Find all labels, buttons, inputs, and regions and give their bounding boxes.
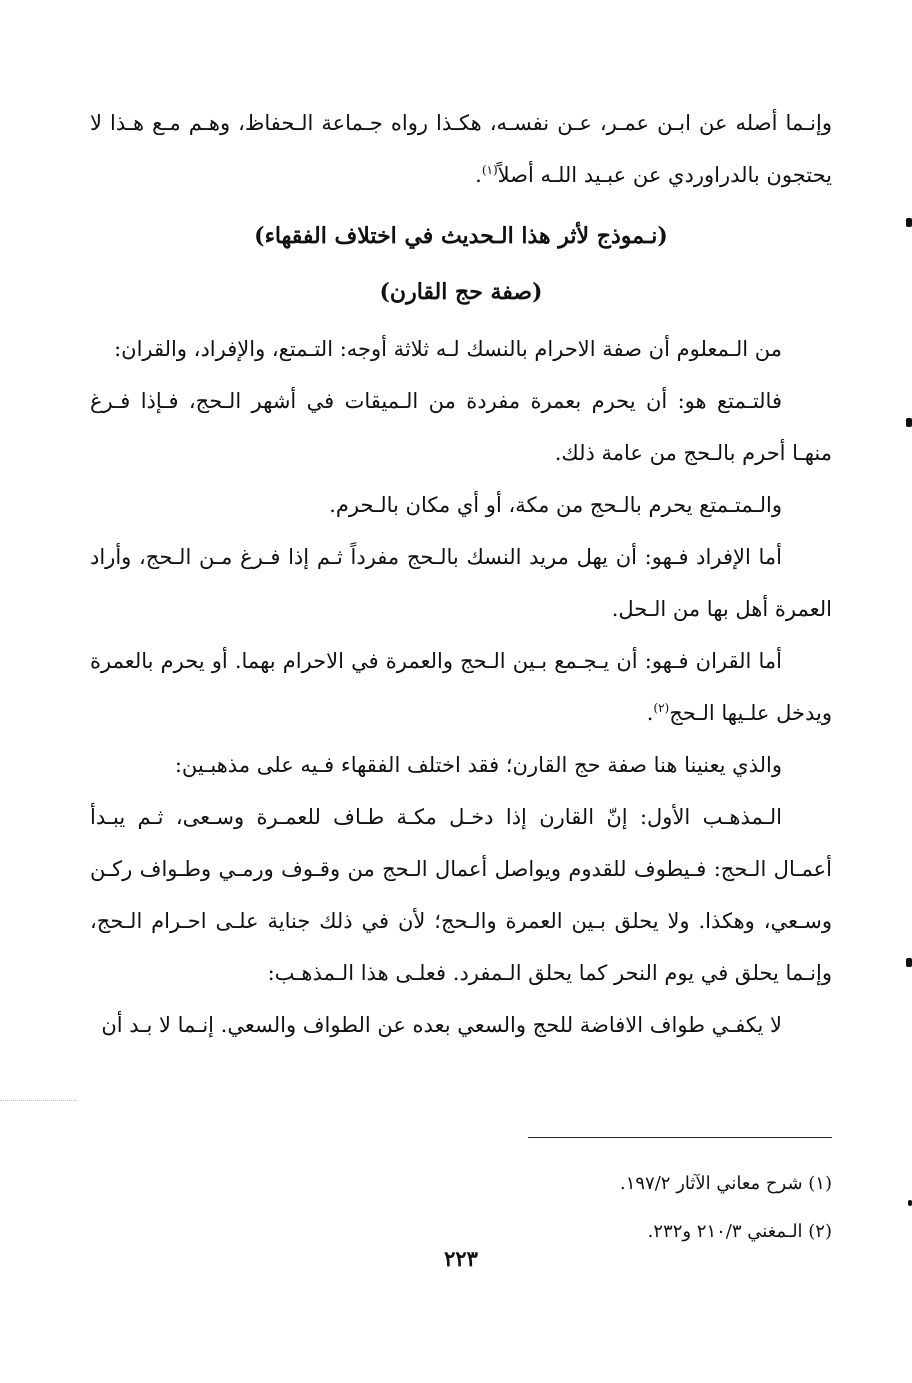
intro-line-1: وإنـما أصله عن ابـن عمـر، عـن نفسـه، هكـذا رواه جـماعة الـحفاظ، وهـم مـع هـذا لا	[90, 111, 832, 135]
paragraph-3: والـمتـمتع يحرم بالـحج من مكة، أو أي مكان بالـحرم.	[329, 493, 782, 517]
scan-edge-mark-1	[906, 218, 912, 227]
footnote-ref-2: (٢)	[653, 701, 670, 715]
paragraph-4: أما الإفراد فـهو: أن يهل مريد النسك بالـحج مفرداً ثـم إذا فـرغ مـن الـحج، وأراد العمرة أهل بها من الـحل.	[90, 545, 832, 621]
paragraph-2: فالتـمتع هو: أن يحرم بعمرة مفردة من الـميقات في أشهر الـحج، فـإذا فـرغ منهـا أحرم بالـحج من عامة ذلك.	[90, 389, 832, 465]
scan-edge-mark-4	[908, 1200, 912, 1206]
intro-line-2: يحتجون بالدراوردي عن عبـيد اللـه أصلاً	[497, 163, 832, 187]
section-heading-model: (نـموذج لأثر هذا الـحديث في اختلاف الفقهاء)	[254, 223, 668, 249]
scan-edge-mark-3	[906, 958, 912, 967]
paragraph-6: والذي يعنينا هنا صفة حج القارن؛ فقد اختلف الفقهاء فـيه على مذهبـين:	[174, 753, 782, 777]
paragraph-5-text: أما القران فـهو: أن يـجـمع بـين الـحج والعمرة في الاحرام بهما. أو يحرم بالعمرة ويدخل علـيها الـحج	[90, 649, 832, 725]
paragraph-1: من الـمعلوم أن صفة الاحرام بالنسك لـه ثلاثة أوجه: التـمتع، والإفراد، والقران:	[114, 337, 782, 361]
footnote-ref-1: (١)	[481, 163, 498, 177]
intro-block	[90, 97, 832, 201]
page-number: ٢٢٣	[444, 1246, 478, 1271]
paragraph-8: لا يكفـي طواف الافاضة للحج والسعي بعده عن الطواف والسعي. إنـما لا بـد أن	[101, 1013, 782, 1037]
footnote-2: (٢) الـمغني ٢١٠/٣ و٢٣٢.	[647, 1221, 832, 1242]
paragraph-5-end: .	[646, 701, 654, 725]
paragraph-7: الـمذهـب الأول: إنّ القارن إذا دخـل مكـة طـاف للعمـرة وسـعى، ثـم يبـدأ أعمـال الـحج: فـيطوف للقدوم ويواصل أعمال الـحج من وقـوف ورمـي وطـواف ركـن وسـعي، وهكذا. ولا يحلق بـين العمرة والـحج؛ لأن في ذلك جناية علـى احـرام الـحج، وإنـما يحلق في يوم النحر كما يحلق الـمفرد. فعلـى هذا الـمذهـب:	[90, 805, 832, 985]
intro-end: .	[475, 163, 482, 187]
body-text	[90, 323, 832, 1051]
footnote-1: (١) شرح معاني الآثار ١٩٧/٢.	[619, 1173, 832, 1194]
paragraph-5	[90, 635, 832, 739]
footnotes	[90, 1160, 832, 1256]
footnote-separator	[528, 1137, 832, 1138]
intro-paragraph	[90, 97, 832, 201]
scan-edge-mark-2	[906, 418, 912, 427]
scan-artifact-dots	[0, 1100, 76, 1101]
section-heading-qiran: (صفة حج القارن)	[379, 279, 543, 305]
